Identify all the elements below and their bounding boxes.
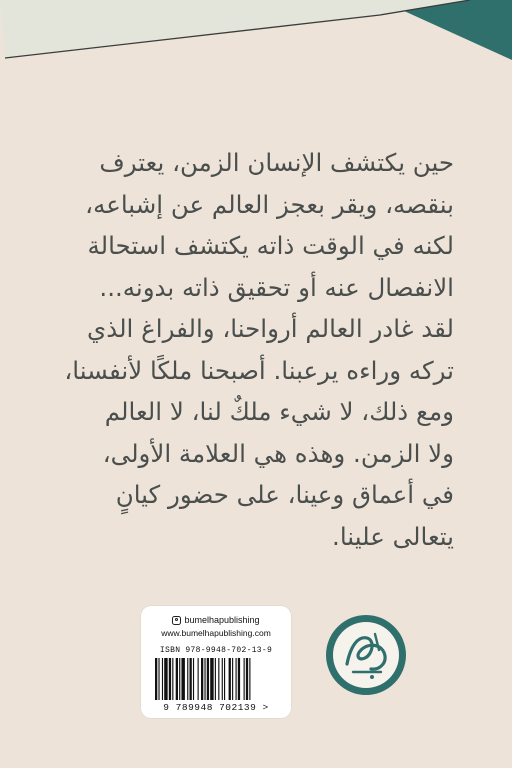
barcode-bar	[162, 658, 163, 700]
barcode-bar	[204, 658, 205, 700]
barcode-bar	[229, 658, 231, 700]
barcode-bar	[187, 658, 188, 700]
back-cover-blurb	[64, 142, 454, 557]
barcode-bar	[215, 658, 216, 700]
blurb-line: الانفصال عنه أو تحقيق ذاته بدونه...	[99, 272, 454, 302]
barcode-bar	[238, 658, 240, 700]
website-url: www.bumelhapublishing.com	[161, 628, 271, 638]
barcode-bar	[210, 658, 213, 700]
barcode-bar	[176, 658, 178, 700]
logo-dot	[370, 675, 374, 679]
barcode-bar	[179, 658, 180, 700]
blurb-line: تركه وراءه يرعبنا. أصبحنا ملكًا لأنفسنا،	[64, 355, 454, 385]
logo-inner-disc	[333, 622, 399, 688]
blurb-line: لكنه في الوقت ذاته يكتشف استحالة	[87, 231, 454, 260]
blurb-line: حين يكتشف الإنسان الزمن، يعترف	[99, 148, 454, 177]
barcode-bar	[155, 658, 157, 700]
blurb-line: يتعالى علينا.	[332, 521, 454, 551]
top-decoration	[0, 0, 512, 70]
barcode-bar	[218, 658, 219, 700]
instagram-icon	[172, 616, 181, 625]
blurb-line: لقد غادر العالم أرواحنا، والفراغ الذي	[87, 314, 454, 343]
barcode-bar	[236, 658, 237, 700]
ean-number: 9 789948 702139 >	[163, 702, 269, 713]
barcode-bar	[222, 658, 223, 700]
barcode-bar	[190, 658, 192, 700]
barcode-bar	[169, 658, 171, 700]
paper-sheet-shape	[0, 0, 470, 58]
blurb-line: ولا الزمن. وهذه هي العلامة الأولى،	[102, 438, 454, 468]
barcode-bar	[224, 658, 225, 700]
publisher-logo	[325, 614, 407, 696]
isbn-label: ISBN 978-9948-702-13-9	[159, 646, 273, 655]
barcode-bar	[232, 658, 233, 700]
barcode-bar	[198, 658, 199, 700]
blurb-line: بنقصه، ويقر بعجز العالم عن إشباعه،	[85, 189, 454, 219]
barcode-bar	[193, 658, 194, 700]
barcode-bar	[207, 658, 209, 700]
barcode-card	[141, 606, 291, 718]
barcode-bar	[164, 658, 167, 700]
instagram-handle: bumelhapublishing	[184, 615, 260, 625]
barcode-bar	[181, 658, 184, 700]
barcode-bar	[158, 658, 159, 700]
blurb-line: ومع ذلك، لا شيء ملكٌ لنا، لا العالم	[104, 397, 454, 426]
barcode-bar	[201, 658, 203, 700]
barcode-bars	[153, 658, 281, 700]
instagram-handle-row	[141, 615, 291, 625]
barcode-bar	[244, 658, 245, 700]
blurb-line: في أعماق وعينا، على حضور كيانٍ	[115, 480, 454, 509]
barcode-bar	[249, 658, 250, 700]
barcode-bar	[246, 658, 248, 700]
barcode-bar	[172, 658, 173, 700]
